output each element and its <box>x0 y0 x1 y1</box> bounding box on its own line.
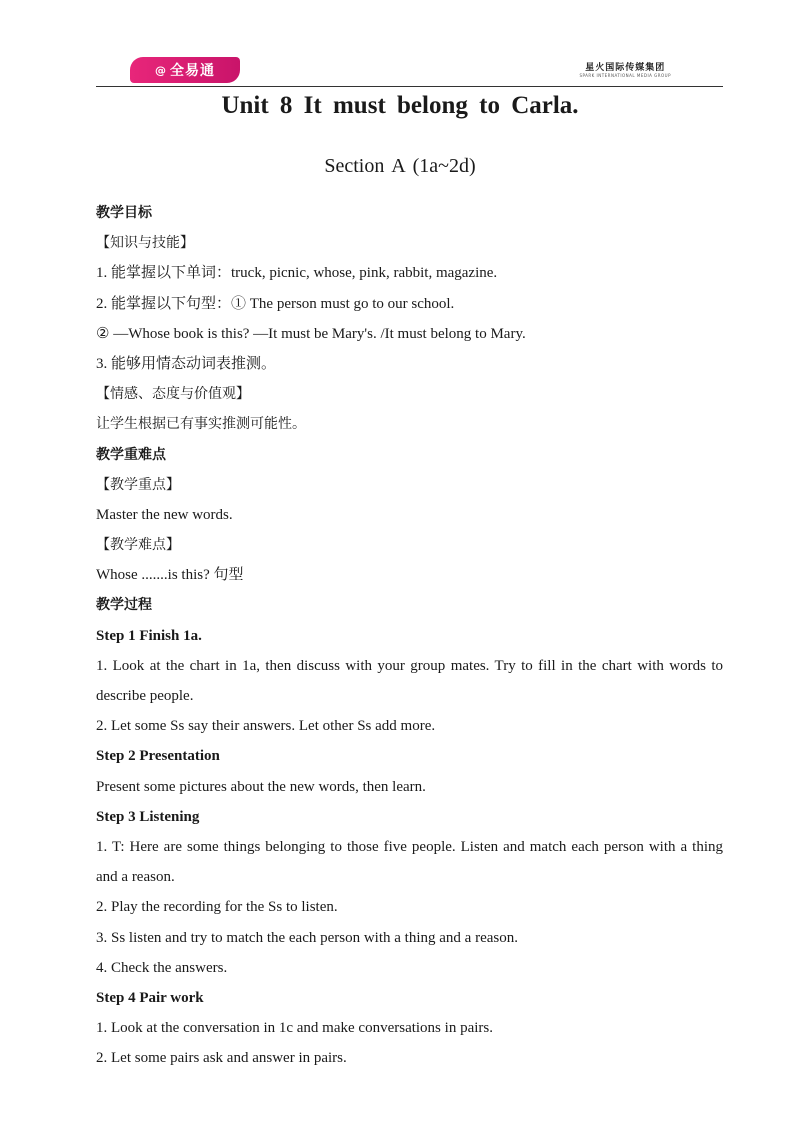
paragraph: 3. Ss listen and try to match the each person with a thing and a reason. <box>96 929 518 946</box>
paragraph: 1. 能掌握以下单词：truck, picnic, whose, pink, rabbit, magazine. <box>96 265 498 282</box>
section-heading: 教学重难点 <box>96 446 166 463</box>
step-heading: Step 1 Finish 1a. <box>96 627 202 644</box>
paragraph: 2. Play the recording for the Ss to listen. <box>96 899 338 916</box>
paragraph: Whose .......is this? 句型 <box>96 567 244 584</box>
paragraph: ② —Whose book is this? —It must be Mary's. /It must belong to Mary. <box>96 325 526 342</box>
page-subtitle: Section A (1a~2d) <box>324 155 476 177</box>
subsection-label: 【知识与技能】 <box>96 235 194 252</box>
paragraph: 1. T: Here are some things belonging to those five people. Listen and match each person with a thing and a reason. <box>96 838 723 886</box>
paragraph: 4. Check the answers. <box>96 959 228 976</box>
document-body <box>96 198 723 1074</box>
paragraph: 1. Look at the chart in 1a, then discuss with your group mates. Try to fill in the chart with words to describe people. <box>96 657 723 705</box>
header-divider <box>96 86 723 87</box>
publisher-logo <box>579 60 671 78</box>
publisher-name-en: SPARK INTERNATIONAL MEDIA GROUP <box>579 73 671 78</box>
section-heading: 教学目标 <box>96 205 152 221</box>
subsection-label: 让学生根据已有事实推测可能性。 <box>96 416 306 433</box>
logo-mark-icon: @ <box>155 63 167 77</box>
subsection-label: 【教学难点】 <box>96 537 180 554</box>
subsection-label: 【情感、态度与价值观】 <box>96 386 250 403</box>
paragraph: Master the new words. <box>96 506 233 523</box>
section-heading: 教学过程 <box>96 597 152 614</box>
paragraph: 2. Let some Ss say their answers. Let other Ss add more. <box>96 718 436 735</box>
paragraph: 2. 能掌握以下句型：① The person must go to our school. <box>96 295 455 312</box>
brand-logo <box>130 57 240 83</box>
step-heading: Step 3 Listening <box>96 808 200 825</box>
step-heading: Step 4 Pair work <box>96 989 204 1006</box>
paragraph: Present some pictures about the new words, then learn. <box>96 778 426 795</box>
step-heading: Step 2 Presentation <box>96 748 220 765</box>
paragraph: 3. 能够用情态动词表推测。 <box>96 355 277 372</box>
page-title: Unit 8 It must belong to Carla. <box>221 92 579 119</box>
subsection-label: 【教学重点】 <box>96 476 180 493</box>
page-header <box>96 54 723 86</box>
publisher-name-cn: 星火国际传媒集团 <box>585 63 666 73</box>
paragraph: 2. Let some pairs ask and answer in pairs. <box>96 1050 347 1067</box>
logo-text: 全易通 <box>170 63 215 79</box>
paragraph: 1. Look at the conversation in 1c and make conversations in pairs. <box>96 1020 493 1037</box>
